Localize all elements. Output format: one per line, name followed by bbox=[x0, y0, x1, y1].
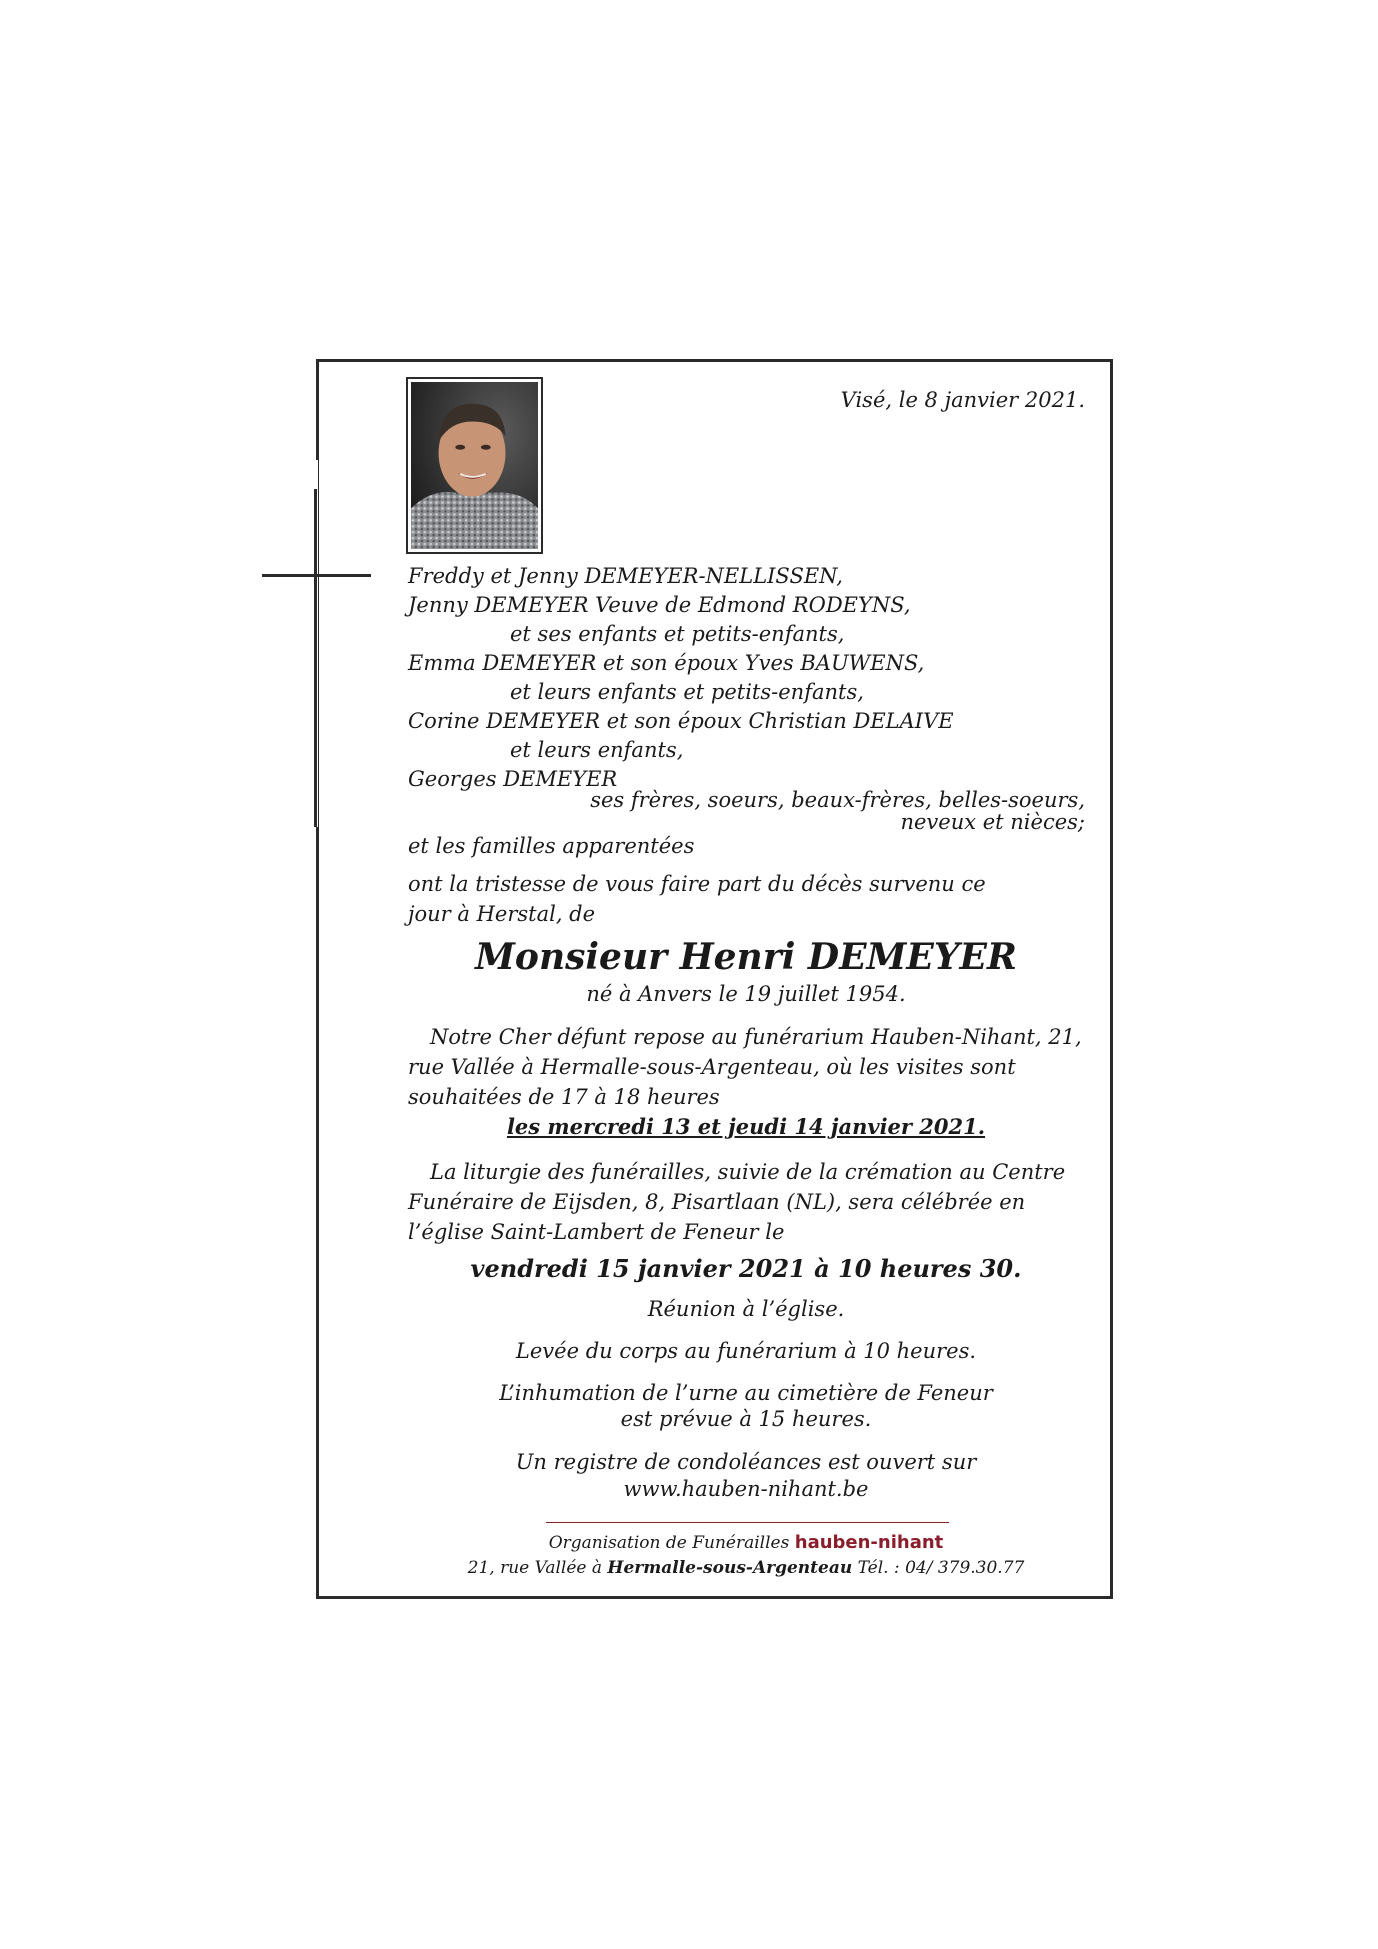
phone: Tél. : 04/ 379.30.77 bbox=[857, 1558, 1025, 1578]
family-line: et leurs enfants et petits-enfants, bbox=[510, 680, 864, 704]
footer-organisation bbox=[408, 1530, 1084, 1556]
family-line: Georges DEMEYER bbox=[408, 767, 618, 791]
family-line: ses frères, soeurs, beaux-frères, belles-soeurs, bbox=[590, 788, 1085, 812]
family-line: et ses enfants et petits-enfants, bbox=[510, 622, 845, 646]
visits-dates: les mercredi 13 et jeudi 14 janvier 2021. bbox=[506, 1114, 986, 1139]
burial-text: L’inhumation de l’urne au cimetière de Feneur bbox=[499, 1381, 993, 1405]
ceremony-text: La liturgie des funérailles, suivie de la crémation au Centre Funéraire de Eijsden, 8, Pisartlaan (NL), sera célébrée en l’église Saint-Lambert de Feneur le bbox=[408, 1160, 1066, 1244]
family-line: et les familles apparentées bbox=[408, 834, 695, 858]
register-url: www.hauben-nihant.be bbox=[623, 1477, 869, 1501]
family-line: neveux et nièces; bbox=[900, 810, 1085, 834]
family-line: Freddy et Jenny DEMEYER-NELLISSEN, bbox=[408, 564, 843, 588]
burial-time: est prévue à 15 heures. bbox=[620, 1407, 872, 1431]
deceased-name: Monsieur Henri DEMEYER bbox=[475, 936, 1017, 978]
footer-address bbox=[408, 1556, 1084, 1581]
frame-gap-top bbox=[314, 460, 318, 489]
family-line: Emma DEMEYER et son époux Yves BAUWENS, bbox=[408, 651, 925, 675]
meeting-text: Réunion à l’église. bbox=[647, 1297, 845, 1321]
notice-date: Visé, le 8 janvier 2021. bbox=[840, 388, 1085, 412]
levee-text: Levée du corps au funérarium à 10 heures. bbox=[515, 1339, 977, 1363]
deceased-portrait bbox=[406, 377, 543, 554]
deceased-birth: né à Anvers le 19 juillet 1954. bbox=[586, 982, 906, 1006]
family-line: Corine DEMEYER et son époux Christian DELAIVE bbox=[408, 709, 954, 733]
visits-text: Notre Cher défunt repose au funérarium Hauben-Nihant, 21, rue Vallée à Hermalle-sous-Argenteau, où les visites sont souhaitées de 17 à 18 heures bbox=[408, 1025, 1082, 1109]
portrait-image bbox=[411, 382, 538, 549]
family-line: Jenny DEMEYER Veuve de Edmond RODEYNS, bbox=[408, 593, 911, 617]
footer-divider bbox=[546, 1522, 949, 1523]
org-prefix: Organisation de Funérailles bbox=[548, 1533, 790, 1553]
brand-logo: hauben-nihant bbox=[794, 1532, 944, 1553]
cross-icon bbox=[314, 489, 317, 827]
register-text: Un registre de condoléances est ouvert sur bbox=[515, 1450, 977, 1474]
ceremony-datetime: vendredi 15 janvier 2021 à 10 heures 30. bbox=[470, 1254, 1022, 1283]
address-city: Hermalle-sous-Argenteau bbox=[607, 1558, 853, 1578]
family-line: et leurs enfants, bbox=[510, 738, 684, 762]
address-prefix: 21, rue Vallée à bbox=[467, 1558, 603, 1578]
cross-icon-bar bbox=[262, 574, 371, 577]
announcement-text: ont la tristesse de vous faire part du décès survenu ce jour à Herstal, de bbox=[408, 872, 986, 926]
